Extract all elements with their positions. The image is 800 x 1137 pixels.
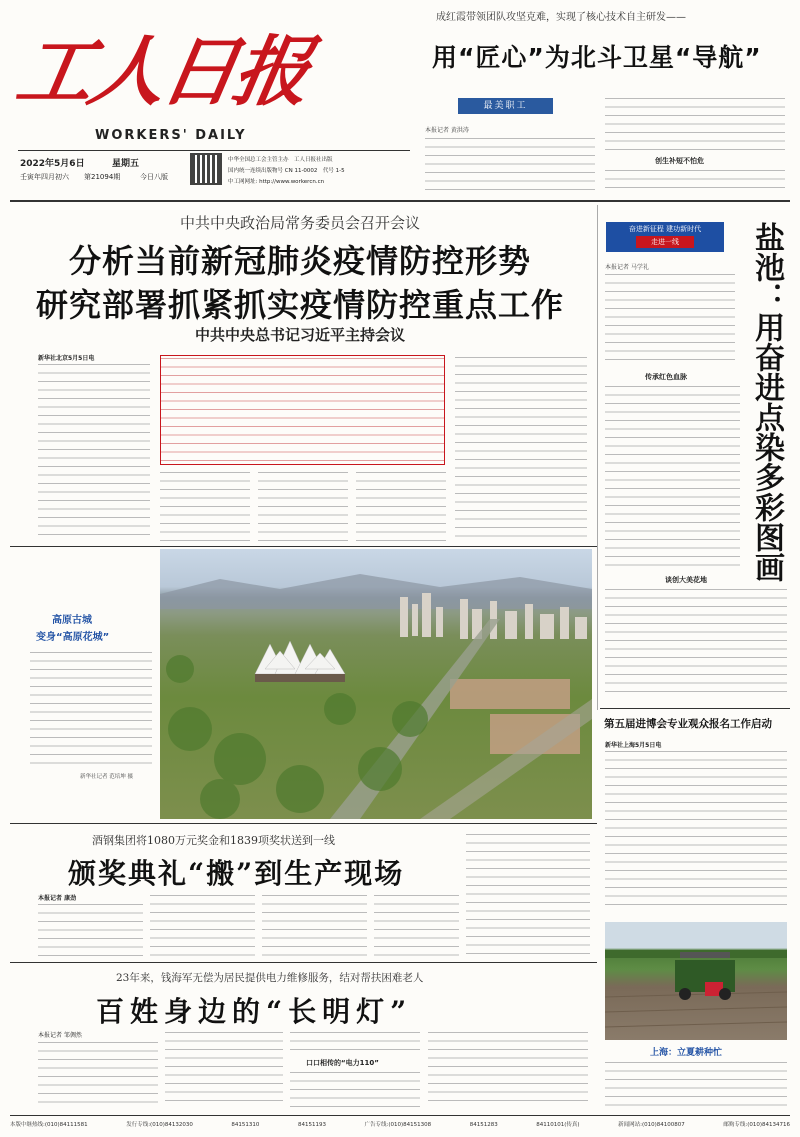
footer-item: 广告专线:(010)84151308 <box>364 1122 432 1128</box>
award-top-rule <box>10 823 597 824</box>
lead-col-4 <box>356 470 446 542</box>
top-story-col1 <box>425 136 595 194</box>
top-story-byline: 本报记者 黄洪涛 <box>425 127 469 134</box>
feature-col-a <box>605 272 735 367</box>
footer-item: 84110101(传真) <box>536 1122 580 1128</box>
top-story-col2 <box>605 96 785 152</box>
farm-caption-text <box>605 1060 787 1112</box>
feature-banner-title: 奋进新征程 建功新时代 <box>628 225 702 233</box>
feature-banner-sub: 走进一线 <box>636 236 694 248</box>
feature-col-b <box>605 384 740 569</box>
award-col-5 <box>466 832 590 960</box>
lead-col-2 <box>160 470 250 542</box>
expo-top-rule <box>600 708 790 709</box>
top-story-col2b <box>605 168 785 194</box>
masthead-rule <box>18 150 410 151</box>
photo-feature-title: 高原古城 <box>52 615 92 626</box>
photo-top-rule <box>10 546 597 547</box>
masthead-subtitle: WORKERS' DAILY <box>95 128 247 143</box>
city-aerial-photo <box>160 549 592 819</box>
feature-section-2: 谈创大美花地 <box>665 576 707 584</box>
issue-weekday: 星期五 <box>112 159 140 169</box>
top-story-headline: 用“匠心”为北斗卫星“导航” <box>432 43 762 72</box>
lead-pre-headline: 中共中央政治局常务委员会召开会议 <box>179 214 420 232</box>
footer-rule <box>10 1115 790 1116</box>
codes-line: 国内统一连续出版物号 CN 11-0002 代号 1-5 <box>228 168 345 174</box>
footer-item: 84151283 <box>469 1122 498 1128</box>
top-story-kicker: 成红霞带领团队攻坚克难，实现了核心技术自主研发—— <box>436 12 686 23</box>
award-col-4 <box>374 893 459 960</box>
lunar-date: 壬寅年四月初六 <box>20 173 69 181</box>
page-count: 今日八版 <box>140 173 168 181</box>
feature-byline: 本报记者 马学礼 <box>605 264 649 271</box>
award-byline: 本报记者 康劲 <box>38 895 77 902</box>
bottom-kicker: 23年来，钱海军无偿为居民提供电力维修服务，结对帮扶困难老人 <box>116 972 424 984</box>
bottom-headline: 百姓身边的“长明灯” <box>96 995 413 1028</box>
photo-caption-text <box>30 650 152 765</box>
issue-date: 2022年5月6日 <box>20 159 85 169</box>
expo-headline: 第五届进博会专业观众报名工作启动 <box>604 718 772 730</box>
feature-section-1: 传承红色血脉 <box>645 373 687 381</box>
lead-col-3 <box>258 470 348 542</box>
lead-red-box <box>160 355 445 465</box>
issue-number: 第21094期 <box>84 173 121 181</box>
lead-sub-headline: 中共中央总书记习近平主持会议 <box>194 326 405 344</box>
qr-code-icon <box>190 153 222 185</box>
footer-item: 发行专线:(010)84132030 <box>126 1122 193 1128</box>
web-line: 中工网网址: http://www.workercn.cn <box>228 179 325 185</box>
footer-bar <box>10 1118 790 1132</box>
award-col-2 <box>150 893 255 960</box>
bottom-top-rule <box>10 962 597 963</box>
bottom-byline: 本报记者 邹倜然 <box>38 1032 82 1039</box>
bottom-sub-head: 口口相传的“电力110” <box>306 1059 379 1067</box>
lead-headline-1: 分析当前新冠肺炎疫情防控形势 <box>68 242 531 280</box>
farm-photo-caption: 上海：立夏耕种忙 <box>650 1048 723 1058</box>
farm-photo <box>605 922 787 1040</box>
photo-credit: 新华社记者 范培坤 摄 <box>80 774 133 780</box>
bottom-col-3b <box>290 1070 420 1108</box>
award-col-3 <box>262 893 367 960</box>
feature-col-c <box>742 570 787 580</box>
footer-item: 84151193 <box>297 1122 326 1128</box>
feature-col-d <box>605 587 787 697</box>
bottom-col-3a <box>290 1030 420 1052</box>
bottom-col-2 <box>165 1030 283 1108</box>
bottom-col-1 <box>38 1040 158 1108</box>
masthead-logo: 工人日报 <box>10 27 314 116</box>
lead-col-5 <box>455 355 587 542</box>
expo-dateline: 新华社上海5月5日电 <box>605 742 662 749</box>
top-story-col2-head: 创生补短不怕危 <box>655 157 704 165</box>
feature-banner <box>606 222 724 252</box>
bottom-col-4 <box>428 1030 588 1108</box>
lead-headline-2: 研究部署抓紧抓实疫情防控重点工作 <box>35 286 564 324</box>
top-story-tag: 最美职工 <box>458 98 553 114</box>
feature-headline: 盐池：用奋进点染多彩图画 <box>749 222 784 582</box>
farm-scene <box>605 922 787 1040</box>
right-column-divider <box>597 205 598 710</box>
top-divider <box>10 200 790 202</box>
footer-item: 84151310 <box>231 1122 260 1128</box>
expo-body <box>605 749 787 911</box>
lead-col-1 <box>38 362 150 542</box>
footer-item: 邮购专线:(010)84134716 <box>723 1122 790 1128</box>
photo-feature-subtitle: 变身“高原花城” <box>36 632 110 643</box>
publisher-line: 中华全国总工会主管主办 工人日报社出版 <box>228 157 333 163</box>
footer-item: 新闻网站:(010)84100807 <box>618 1122 685 1128</box>
photo-scene <box>160 549 592 819</box>
award-kicker: 酒钢集团将1080万元奖金和1839项奖状送到一线 <box>92 834 335 847</box>
footer-item: 本版中继热线:(010)84111581 <box>10 1122 88 1128</box>
award-headline: 颁奖典礼“搬”到生产现场 <box>68 857 405 890</box>
lead-dateline: 新华社北京5月5日电 <box>38 355 95 362</box>
award-col-1 <box>38 902 143 960</box>
